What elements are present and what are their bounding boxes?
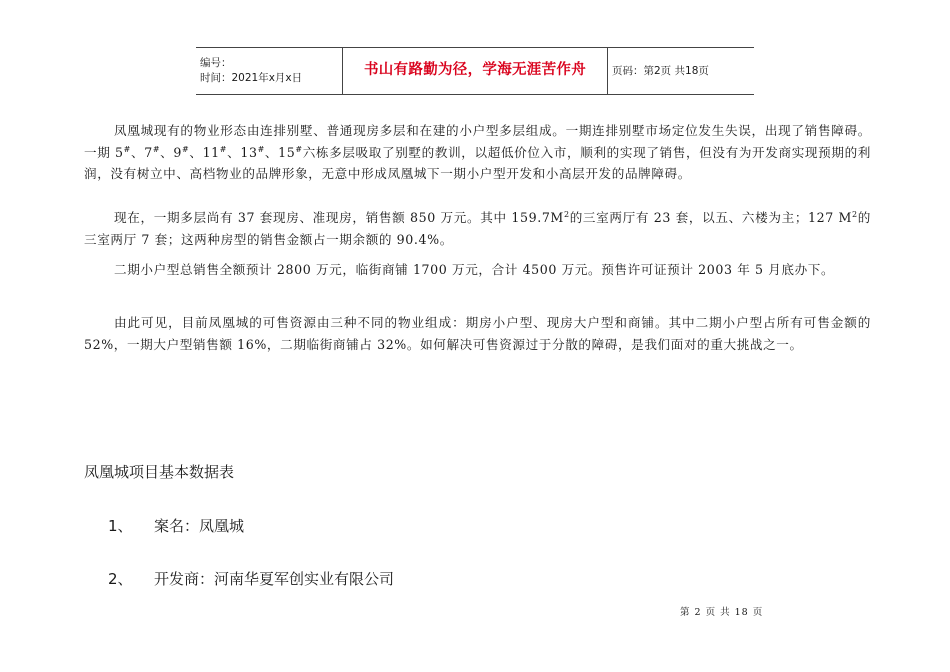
superscript: 2 (563, 210, 570, 219)
paragraph-1-text-c: 、9 (160, 144, 183, 160)
page-info: 页码：第2页 共18页 (612, 64, 709, 77)
paragraph-1-text-b: 、7 (130, 144, 153, 160)
number-label: 编号： (200, 57, 232, 69)
paragraph-1-text-g: 六栋多层吸取了别墅的教训，以超低价位入市，顺利的实现了销售，但没有为开发商实现预期的利润，没有树立中、高档物业的品牌形象，无意中形成凤凰城下一期小户型开发和小高层开发的品牌障碍。 (84, 144, 871, 182)
paragraph-1-text-f: 、15 (264, 144, 296, 160)
superscript: # (257, 144, 265, 154)
paragraph-2 (84, 207, 871, 250)
item-number: 1、 (108, 517, 133, 535)
item-number: 2、 (108, 570, 133, 588)
header-page-cell (608, 48, 755, 95)
item-text: 开发商：河南华夏军创实业有限公司 (154, 570, 395, 588)
superscript: # (123, 144, 131, 154)
page-footer: 第 2 页 共 18 页 (680, 607, 764, 618)
paragraph-1-text-d: 、11 (189, 144, 220, 160)
document-header (196, 47, 754, 95)
paragraph-1 (84, 120, 871, 185)
header-motto-cell (343, 48, 608, 95)
motto: 书山有路勤为径，学海无涯苦作舟 (364, 62, 586, 78)
superscript: # (295, 144, 303, 154)
superscript: # (152, 144, 161, 154)
time-label: 时间：2021年x月x日 (200, 72, 303, 84)
superscript: 2 (852, 210, 858, 219)
paragraph-2-text-b: 的三室两厅有 23 套，以五、六楼为主；127 M (569, 210, 853, 225)
header-meta-cell (196, 48, 343, 95)
paragraph-1-text-a: 凤凰城现有的物业形态由连排别墅、普通现房多层和在建的小户型多层组成。一期连排别墅市场定位发生失误，出现了销售障碍。一期 5 (84, 123, 871, 160)
paragraph-3: 二期小户型总销售全额预计 2800 万元，临街商铺 1700 万元，合计 4500 万元。预售许可证预计 2003 年 5 月底办下。 (114, 262, 835, 277)
data-item-1 (108, 515, 244, 536)
data-item-2 (108, 568, 394, 589)
superscript: # (182, 144, 190, 154)
paragraph-2-text-c: 的三室两厅 7 套；这两种房型的销售金额占一期余额的 90.4%。 (84, 210, 871, 247)
superscript: # (219, 144, 228, 154)
paragraph-1-text-e: 、13 (227, 144, 258, 160)
paragraph-4: 由此可见，目前凤凰城的可售资源由三种不同的物业组成：期房小户型、现房大户型和商铺。其中二期小户型占所有可售金额的 52%，一期大户型销售额 16%，二期临街商铺占 32%。如何解决可售资源过于分散的障碍，是我们面对的重大挑战之一。 (84, 315, 871, 352)
item-text: 案名：凤凰城 (154, 517, 245, 535)
section-title: 凤凰城项目基本数据表 (84, 463, 235, 481)
paragraph-2-text-a: 现在，一期多层尚有 37 套现房、准现房，销售额 850 万元。其中 159.7M (114, 210, 564, 225)
